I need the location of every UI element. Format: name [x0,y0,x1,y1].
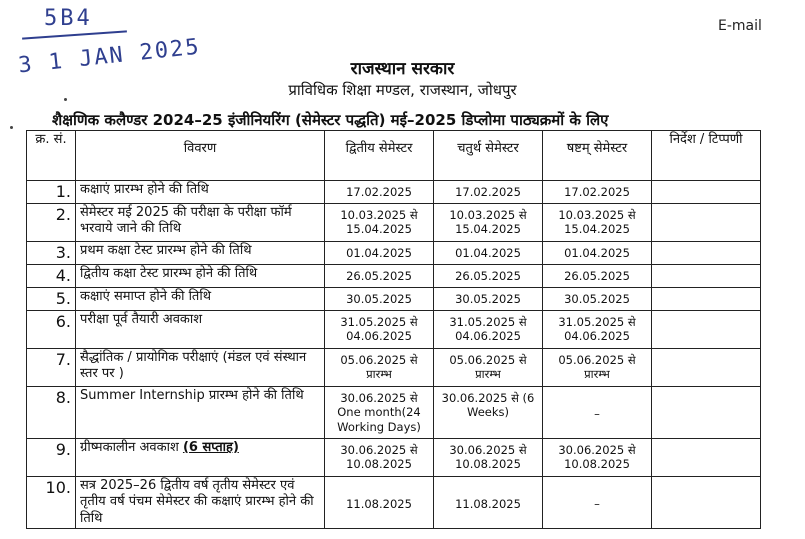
semester-6-date: 30.05.2025 [543,288,652,311]
semester-6-date: 31.05.2025 से 04.06.2025 [543,311,652,349]
row-number: 2. [27,204,76,242]
table-row [27,204,761,242]
row-description: सेमेस्टर मई 2025 की परीक्षा के परीक्षा फॉर्म भरवाये जाने की तिथि [76,204,325,242]
row-number: 10. [27,477,76,529]
row-number: 5. [27,288,76,311]
row-number: 3. [27,242,76,265]
column-header-semester-2: द्वितीय सेमेस्टर [325,131,434,181]
semester-6-date: – [543,477,652,529]
table-row [27,265,761,288]
row-description: द्वितीय कक्षा टेस्ट प्रारम्भ होने की तिथि [76,265,325,288]
academic-calendar-table [26,130,761,529]
row-description: सत्र 2025–26 द्वितीय वर्ष तृतीय सेमेस्टर एवं तृतीय वर्ष पंचम सेमेस्टर की कक्षाएं प्रारम्भ होने की तिथि [76,477,325,529]
remarks-cell [652,204,761,242]
semester-6-date: 01.04.2025 [543,242,652,265]
board-title: प्राविधिक शिक्षा मण्डल, राजस्थान, जोधपुर [288,81,517,99]
row-description: कक्षाएं प्रारम्भ होने की तिथि [76,181,325,204]
remarks-cell [652,288,761,311]
table-row [27,242,761,265]
remarks-cell [652,477,761,529]
remarks-cell [652,311,761,349]
semester-4-date: 30.06.2025 से (6 Weeks) [434,387,543,439]
column-header-description: विवरण [76,131,325,181]
column-header-remarks: निर्देश / टिप्पणी [652,131,761,181]
table-header-row [27,131,761,181]
table-row [27,311,761,349]
email-label: E-mail [718,18,762,34]
row-description: कक्षाएं समाप्त होने की तिथि [76,288,325,311]
semester-6-date: – [543,387,652,439]
stamp-date: 3 1 JAN 2025 [17,34,202,79]
remarks-cell [652,181,761,204]
column-header-serial: क्र. सं. [27,131,76,181]
page-mark [10,126,13,129]
row-number: 4. [27,265,76,288]
semester-2-date: 11.08.2025 [325,477,434,529]
stamp-number: 5B4 [44,6,93,31]
table-row [27,477,761,529]
row-number: 9. [27,439,76,477]
table-row [27,439,761,477]
semester-4-date: 26.05.2025 [434,265,543,288]
semester-2-date: 05.06.2025 से प्रारम्भ [325,349,434,387]
semester-2-date: 31.05.2025 से 04.06.2025 [325,311,434,349]
row-description: सैद्धांतिक / प्रायोगिक परीक्षाएं (मंडल एवं संस्थान स्तर पर ) [76,349,325,387]
row-description: परीक्षा पूर्व तैयारी अवकाश [76,311,325,349]
table-row [27,387,761,439]
row-number: 7. [27,349,76,387]
semester-2-date: 30.06.2025 से 10.08.2025 [325,439,434,477]
remarks-cell [652,387,761,439]
semester-4-date: 31.05.2025 से 04.06.2025 [434,311,543,349]
column-header-semester-6: षष्टम् सेमेस्टर [543,131,652,181]
row-description-text: ग्रीष्मकालीन अवकाश [80,440,179,455]
semester-4-date: 11.08.2025 [434,477,543,529]
row-number: 6. [27,311,76,349]
semester-6-date: 05.06.2025 से प्रारम्भ [543,349,652,387]
semester-6-date: 10.03.2025 से 15.04.2025 [543,204,652,242]
semester-2-date: 30.06.2025 से One month(24 Working Days) [325,387,434,439]
semester-4-date: 10.03.2025 से 15.04.2025 [434,204,543,242]
row-description [76,439,325,477]
remarks-cell [652,242,761,265]
semester-2-date: 30.05.2025 [325,288,434,311]
remarks-cell [652,439,761,477]
semester-4-date: 17.02.2025 [434,181,543,204]
row-description: प्रथम कक्षा टेस्ट प्रारम्भ होने की तिथि [76,242,325,265]
stamp-underline [22,30,127,39]
remarks-cell [652,349,761,387]
semester-4-date: 05.06.2025 से प्रारम्भ [434,349,543,387]
table-row [27,288,761,311]
table-row [27,181,761,204]
semester-2-date: 10.03.2025 से 15.04.2025 [325,204,434,242]
row-number: 1. [27,181,76,204]
semester-2-date: 17.02.2025 [325,181,434,204]
remarks-cell [652,265,761,288]
row-number: 8. [27,387,76,439]
table-row [27,349,761,387]
row-description-duration: (6 सप्ताह) [182,440,239,455]
semester-2-date: 01.04.2025 [325,242,434,265]
calendar-title: शैक्षणिक कलैण्डर 2024–25 इंजीनियरिंग (सेमेस्टर पद्धति) मई–2025 डिप्लोमा पाठ्यक्रमों के लिए [52,111,609,129]
semester-2-date: 26.05.2025 [325,265,434,288]
column-header-semester-4: चतुर्थ सेमेस्टर [434,131,543,181]
semester-6-date: 26.05.2025 [543,265,652,288]
semester-4-date: 30.05.2025 [434,288,543,311]
semester-6-date: 17.02.2025 [543,181,652,204]
government-title: राजस्थान सरकार [350,59,455,79]
row-description: Summer Internship प्रारम्भ होने की तिथि [76,387,325,439]
semester-6-date: 30.06.2025 से 10.08.2025 [543,439,652,477]
semester-4-date: 01.04.2025 [434,242,543,265]
semester-4-date: 30.06.2025 से 10.08.2025 [434,439,543,477]
